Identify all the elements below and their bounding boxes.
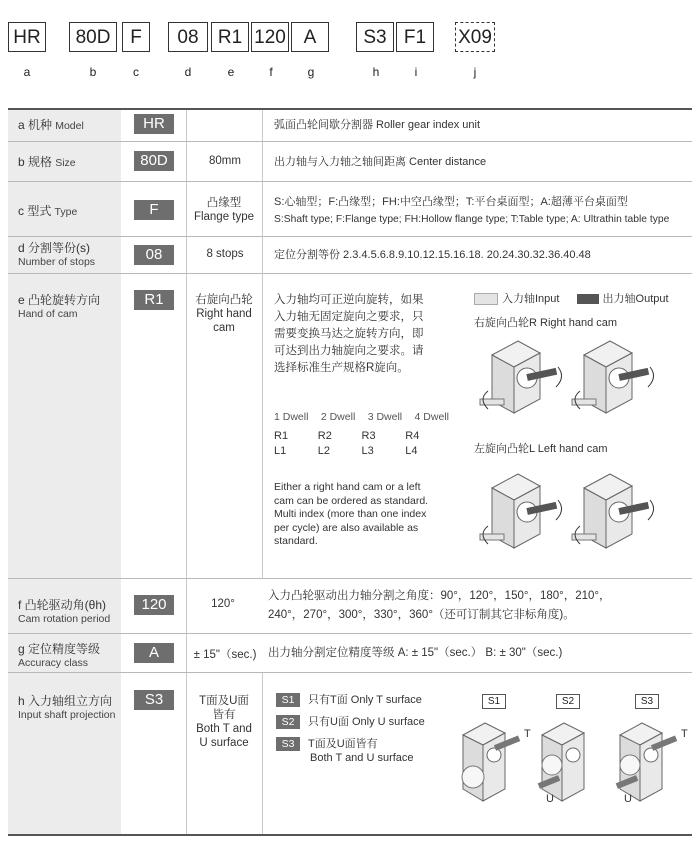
desc-accuracy: 出力轴分割定位精度等级 A: ± 15"（sec.） B: ± 30"（sec.)	[268, 647, 563, 659]
desc-type: S:心轴型；F:凸缘型；FH:中空凸缘型；T:平台桌面型；A:超薄平台桌面型 S:Shaft type; F:Flange type; FH:Hollow flange type; T:Table type; A: Ultrathin table type	[274, 196, 670, 225]
code-letter-h: h	[372, 65, 380, 79]
gearbox-left-hand-2	[570, 466, 660, 558]
code-box-b: 80D	[69, 22, 117, 52]
table-top-border	[8, 108, 692, 110]
code-box-g: A	[291, 22, 329, 52]
table-bottom-border	[8, 834, 692, 836]
value-projection: T面及U面 皆有 Both T and U surface	[196, 695, 252, 749]
s1-t-label: T	[524, 728, 531, 740]
projection-option-s3: S3 T面及U面皆有 Both T and U surface	[276, 737, 425, 765]
code-box-j: X09	[455, 22, 495, 52]
value-cam: 右旋向凸轮 Right hand cam	[195, 294, 253, 334]
column-divider-1	[186, 109, 187, 835]
badge-model: HR	[134, 114, 174, 134]
gearbox-left-hand-1	[478, 466, 568, 558]
s3-u-label: U	[624, 793, 632, 805]
row-label-type: c 型式 Type	[18, 204, 78, 218]
column-divider-3	[262, 672, 263, 835]
row-divider	[8, 141, 692, 142]
code-letter-j: j	[473, 65, 477, 79]
value-type: 凸缘型 Flange type	[193, 197, 255, 223]
row-label-period: f 凸轮驱动角(θh) Cam rotation period	[18, 598, 111, 625]
code-box-c: F	[122, 22, 150, 52]
code-letter-e: e	[227, 65, 235, 79]
gearbox-s1	[455, 715, 545, 815]
row-label-accuracy: g 定位精度等级 Accuracy class	[18, 642, 101, 669]
row-label-projection: h 入力轴组立方向 Input shaft projection	[18, 694, 116, 721]
desc-period: 入力凸轮驱动出力轴分割之角度：90°，120°，150°，180°，210°， 240°，270°，300°，330°，360°（还可订制其它非标角度)。	[268, 590, 611, 621]
diagram-label-s3: S3	[635, 694, 659, 709]
column-divider-2	[262, 109, 263, 579]
projection-options	[276, 693, 425, 765]
gearbox-right-hand-2	[570, 333, 660, 423]
row-divider	[8, 633, 692, 634]
row-divider	[8, 273, 692, 274]
desc-size: 出力轴与入力轴之轴间距离 Center distance	[274, 156, 487, 168]
shaft-legend: 入力轴Input 出力轴Output	[474, 292, 669, 307]
badge-period: 120	[134, 595, 174, 615]
value-stops: 8 stops	[206, 248, 244, 260]
code-box-e: R1	[211, 22, 249, 52]
gearbox-right-hand-1	[478, 333, 568, 423]
row-divider	[8, 236, 692, 237]
cam-paragraph-cn: 入力轴均可正逆向旋转，如果 入力轴无固定旋向之要求，只 需要变换马达之旋转方向，即 可达到出力轴旋向之要求。请 选择标准生产规格R旋向。	[274, 294, 424, 374]
badge-accuracy: A	[134, 643, 174, 663]
s2-u-label: U	[546, 793, 554, 805]
row-divider	[8, 672, 692, 673]
badge-stops: 08	[134, 245, 174, 265]
code-letter-f: f	[269, 65, 273, 79]
cam-paragraph-en: Either a right hand cam or a left cam can be ordered as standard. Multi index (more than one index per cycle) are also available as standard.	[274, 481, 429, 547]
code-box-a: HR	[8, 22, 46, 52]
projection-option-s1: S1 只有T面 Only T surface	[276, 693, 425, 707]
code-letter-c: c	[133, 65, 139, 79]
row-divider	[8, 181, 692, 182]
row-label-model: a 机种 Model	[18, 118, 84, 132]
row-label-cam: e 凸轮旋转方向 Hand of cam	[18, 293, 101, 320]
desc-model: 弧面凸轮间歇分割器 Roller gear index unit	[274, 119, 481, 131]
row-divider	[8, 578, 692, 579]
badge-type: F	[134, 200, 174, 220]
code-letter-b: b	[89, 65, 97, 79]
row-label-size: b 规格 Size	[18, 155, 76, 169]
code-letter-a: a	[23, 65, 31, 79]
diagram-label-s1: S1	[482, 694, 506, 709]
code-box-f: 120	[251, 22, 289, 52]
s3-t-label: T	[681, 728, 688, 740]
code-letter-i: i	[414, 65, 418, 79]
badge-projection: S3	[134, 690, 174, 710]
code-letter-d: d	[184, 65, 192, 79]
value-size: 80mm	[209, 155, 241, 167]
desc-stops: 定位分割等份 2.3.4.5.6.8.9.10.12.15.16.18. 20.24.30.32.36.40.48	[274, 249, 591, 261]
badge-size: 80D	[134, 151, 174, 171]
code-letter-g: g	[307, 65, 315, 79]
dwell-table: 1 Dwell 2 Dwell 3 Dwell 4 Dwell R1 R2 R3 R4 L1 L2 L3 L4	[274, 411, 449, 457]
code-box-i: F1	[396, 22, 434, 52]
diagram-label-s2: S2	[556, 694, 580, 709]
input-legend-swatch	[474, 293, 498, 305]
row-label-stops: d 分割等份(s) Number of stops	[18, 241, 96, 268]
value-accuracy: ± 15"（sec.)	[193, 649, 257, 661]
badge-cam: R1	[134, 290, 174, 310]
output-legend-swatch	[577, 294, 599, 304]
code-box-d: 08	[168, 22, 208, 52]
projection-option-s2: S2 只有U面 Only U surface	[276, 715, 425, 729]
code-box-h: S3	[356, 22, 394, 52]
value-period: 120°	[211, 598, 235, 610]
left-hand-cam-title: 左旋向凸轮L Left hand cam	[474, 443, 608, 455]
right-hand-cam-title: 右旋向凸轮R Right hand cam	[474, 317, 618, 329]
